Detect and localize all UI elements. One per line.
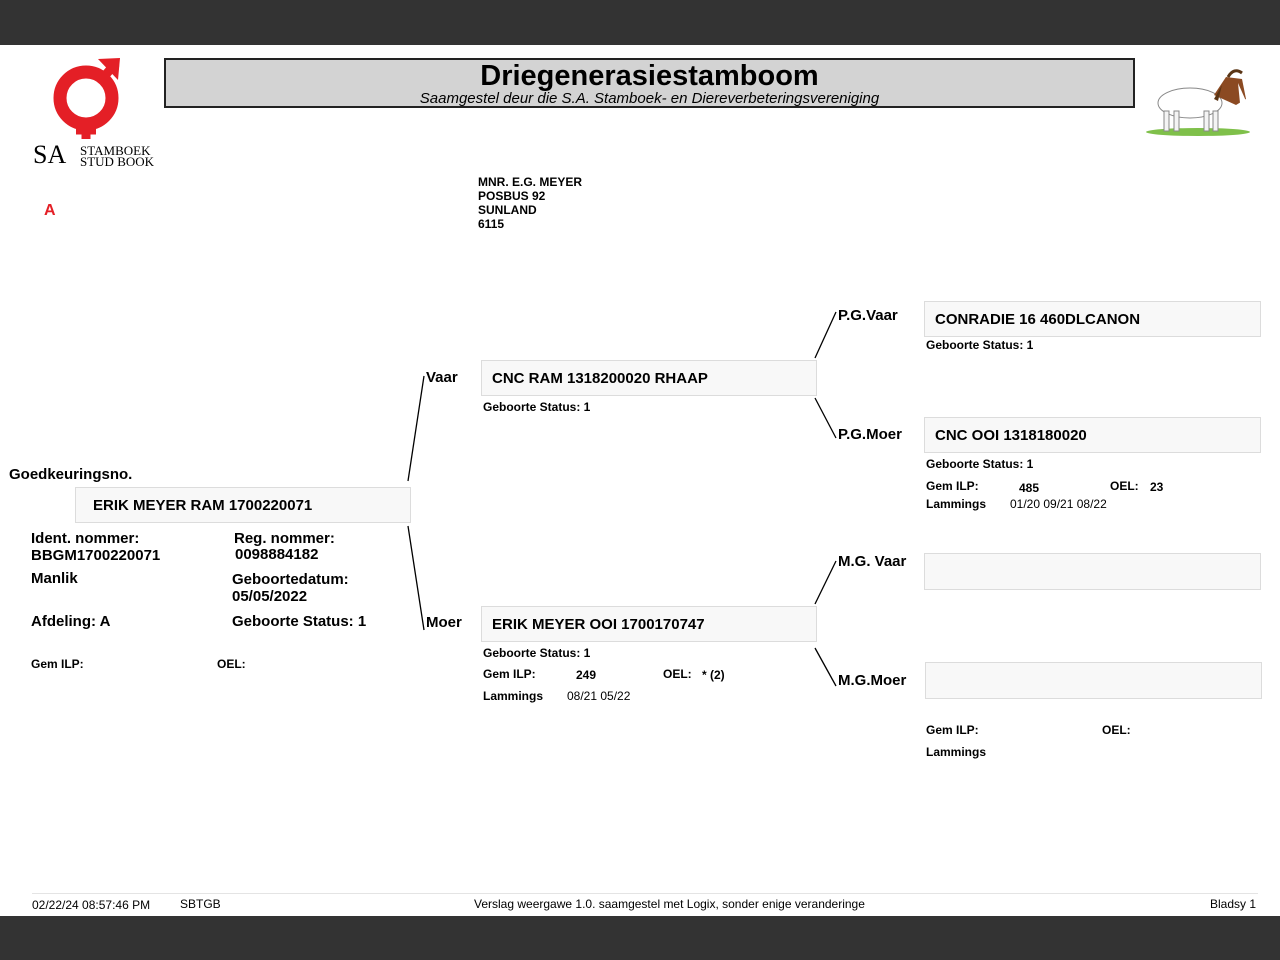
owner-line1: MNR. E.G. MEYER	[478, 175, 583, 189]
footer-code: SBTGB	[180, 897, 221, 911]
animal-oel-label: OEL:	[217, 657, 246, 671]
owner-line4: 6115	[478, 217, 505, 231]
footer-datetime: 02/22/24 08:57:46 PM	[32, 898, 151, 912]
footer-note: Verslag weergawe 1.0. saamgestel met Logix, sonder enige veranderinge	[474, 897, 865, 911]
sire-name: CNC RAM 1318200020 RHAAP	[492, 369, 708, 387]
pg-sire-name: CONRADIE 16 460DLCANON	[935, 310, 1141, 328]
dam-ilp-label: Gem ILP:	[483, 667, 536, 681]
sex-value: Manlik	[31, 570, 78, 587]
animal-birth-status: Geboorte Status: 1	[232, 613, 367, 630]
owner-line3: SUNLAND	[478, 203, 537, 217]
pg-sire-label: P.G.Vaar	[838, 307, 898, 324]
dam-name-box	[481, 606, 817, 642]
reg-label: Reg. nommer:	[234, 530, 335, 547]
pg-dam-lambings-label: Lammings	[926, 497, 987, 511]
pg-dam-ilp-value: 485	[1019, 481, 1040, 495]
mg-sire-name-box	[924, 553, 1261, 590]
pedigree-page	[0, 45, 1280, 916]
mg-dam-lambings-label: Lammings	[926, 745, 987, 759]
section-value: Afdeling: A	[31, 613, 111, 630]
dob-label: Geboortedatum:	[232, 571, 349, 588]
ident-label: Ident. nommer:	[31, 530, 140, 547]
dam-ilp-value: 249	[576, 668, 597, 682]
dam-birth-status: Geboorte Status: 1	[483, 646, 591, 660]
section-letter: A	[44, 202, 56, 219]
pg-dam-birth-status: Geboorte Status: 1	[926, 457, 1034, 471]
dam-oel-label: OEL:	[663, 667, 692, 681]
pedigree-connector-lines	[0, 45, 1280, 916]
pg-dam-name-box	[924, 417, 1261, 453]
dam-lambings-value: 08/21 05/22	[567, 689, 631, 703]
pg-dam-oel-label: OEL:	[1110, 479, 1139, 493]
pg-dam-name: CNC OOI 1318180020	[935, 426, 1087, 444]
reg-value: 0098884182	[235, 546, 319, 563]
dam-name: ERIK MEYER OOI 1700170747	[492, 615, 705, 633]
mg-dam-ilp-label: Gem ILP:	[926, 723, 979, 737]
mg-sire-label: M.G. Vaar	[838, 553, 907, 570]
pg-sire-birth-status: Geboorte Status: 1	[926, 338, 1034, 352]
footer-divider	[32, 893, 1258, 894]
owner-line2: POSBUS 92	[478, 189, 546, 203]
mg-dam-name-box	[925, 662, 1262, 699]
page-subtitle: Saamgestel deur die S.A. Stamboek- en Diereverbeteringsvereniging	[419, 90, 880, 107]
mg-dam-oel-label: OEL:	[1102, 723, 1131, 737]
sire-name-box	[481, 360, 817, 396]
dam-oel-value: * (2)	[702, 668, 725, 682]
pg-dam-label: P.G.Moer	[838, 426, 902, 443]
approval-label: Goedkeuringsno.	[9, 466, 133, 483]
pg-dam-oel-value: 23	[1150, 480, 1164, 494]
animal-name: ERIK MEYER RAM 1700220071	[93, 496, 313, 514]
pg-dam-lambings-value: 01/20 09/21 08/22	[1010, 497, 1107, 511]
pg-sire-name-box	[924, 301, 1261, 337]
ident-value: BBGM1700220071	[31, 547, 161, 564]
sire-label: Vaar	[426, 369, 458, 386]
dob-value: 05/05/2022	[232, 588, 308, 605]
pg-dam-ilp-label: Gem ILP:	[926, 479, 979, 493]
logo-sa-text: SA	[33, 140, 67, 169]
page-title: Driegenerasiestamboom	[480, 60, 819, 92]
animal-ilp-label: Gem ILP:	[31, 657, 84, 671]
logo-line2: STUD BOOK	[80, 154, 155, 169]
mg-dam-label: M.G.Moer	[838, 672, 907, 689]
dam-label: Moer	[426, 614, 462, 631]
sire-birth-status: Geboorte Status: 1	[483, 400, 591, 414]
logo-line1: STAMBOEK	[80, 143, 151, 158]
footer-page-number: Bladsy 1	[1210, 897, 1257, 911]
animal-name-box	[75, 487, 411, 523]
dam-lambings-label: Lammings	[483, 689, 544, 703]
